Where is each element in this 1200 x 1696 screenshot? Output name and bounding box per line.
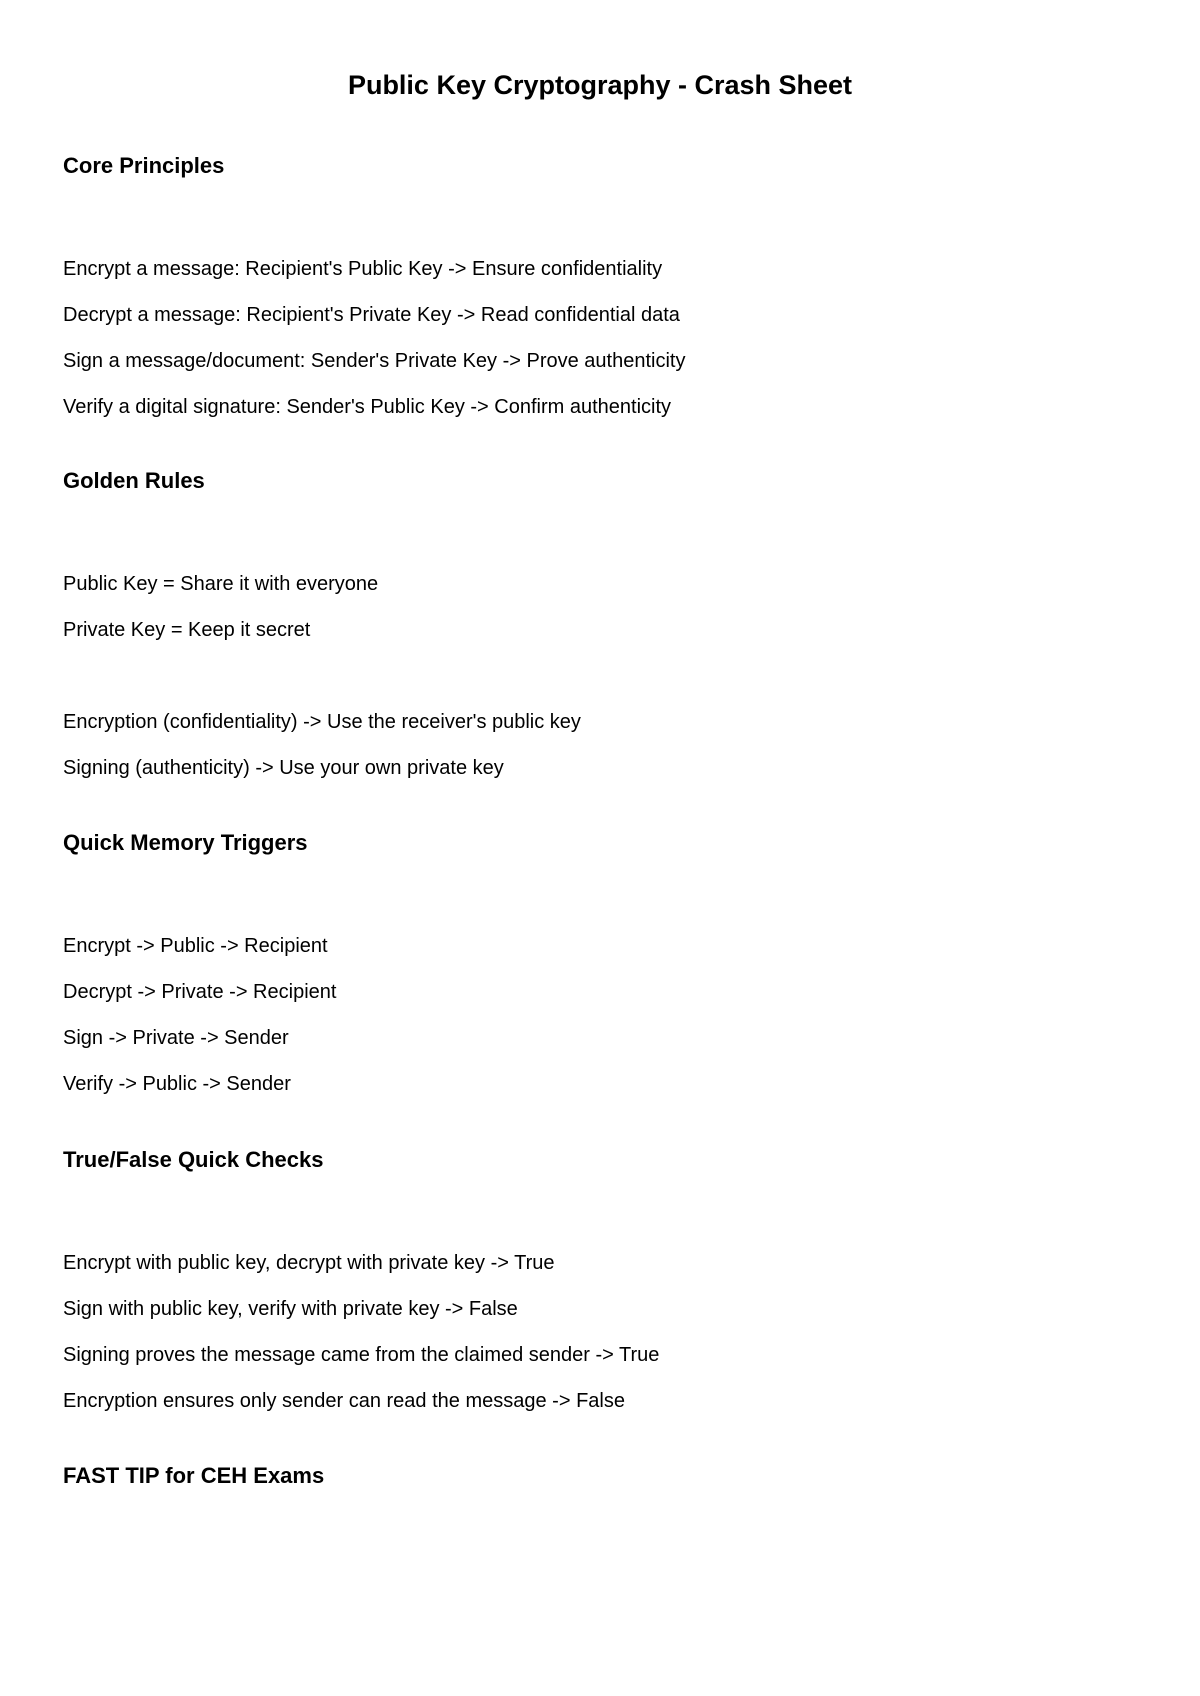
golden-rules-line: Encryption (confidentiality) -> Use the receiver's public key [63,711,581,733]
true-false-line: Encrypt with public key, decrypt with private key -> True [63,1252,555,1274]
section-heading-core-principles: Core Principles [63,153,225,178]
core-principles-line: Decrypt a message: Recipient's Private Key -> Read confidential data [63,304,680,326]
section-heading-quick-memory-triggers: Quick Memory Triggers [63,830,308,855]
golden-rules-line: Signing (authenticity) -> Use your own private key [63,757,504,779]
page-title: Public Key Cryptography - Crash Sheet [347,70,853,100]
core-principles-line: Verify a digital signature: Sender's Public Key -> Confirm authenticity [63,396,672,418]
memory-trigger-line: Encrypt -> Public -> Recipient [63,935,328,957]
golden-rules-line: Public Key = Share it with everyone [63,573,379,595]
section-heading-true-false-checks: True/False Quick Checks [63,1147,324,1172]
memory-trigger-line: Verify -> Public -> Sender [63,1073,291,1095]
section-heading-golden-rules: Golden Rules [63,468,205,493]
true-false-line: Sign with public key, verify with private key -> False [63,1298,518,1320]
memory-trigger-line: Decrypt -> Private -> Recipient [63,981,337,1003]
section-heading-fast-tip: FAST TIP for CEH Exams [63,1463,325,1488]
golden-rules-line: Private Key = Keep it secret [63,619,311,641]
core-principles-line: Sign a message/document: Sender's Private Key -> Prove authenticity [63,350,686,372]
true-false-line: Encryption ensures only sender can read the message -> False [63,1390,625,1412]
core-principles-line: Encrypt a message: Recipient's Public Key -> Ensure confidentiality [63,258,663,280]
true-false-line: Signing proves the message came from the claimed sender -> True [63,1344,660,1366]
memory-trigger-line: Sign -> Private -> Sender [63,1027,289,1049]
